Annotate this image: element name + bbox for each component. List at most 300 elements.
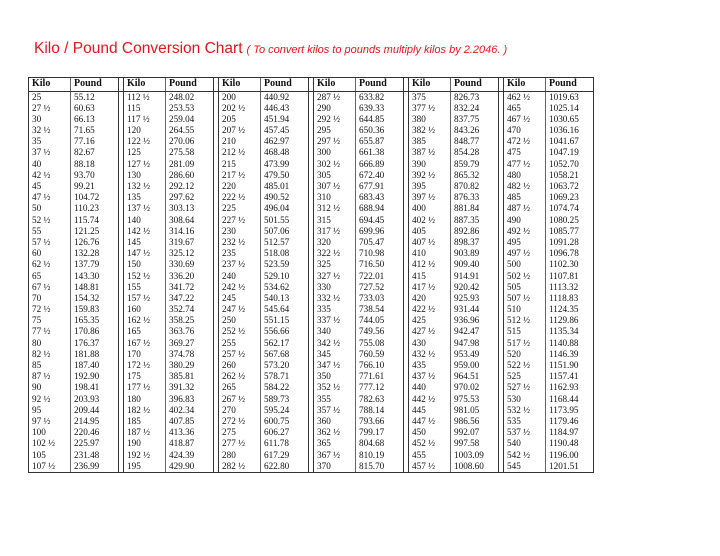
kilo-cell: 42 ½ xyxy=(29,170,71,181)
table-row xyxy=(29,203,594,214)
pound-cell: 66.13 xyxy=(71,114,119,125)
pound-cell: 518.08 xyxy=(261,248,309,259)
pound-cell: 1052.70 xyxy=(546,159,594,170)
pound-cell: 490.52 xyxy=(261,192,309,203)
kilo-cell: 272 ½ xyxy=(219,416,261,427)
kilo-cell: 255 xyxy=(219,338,261,349)
pound-cell: 699.96 xyxy=(356,226,404,237)
pound-cell: 259.04 xyxy=(166,114,214,125)
kilo-cell: 180 xyxy=(124,394,166,405)
kilo-cell: 210 xyxy=(219,136,261,147)
pound-cell: 1008.60 xyxy=(451,461,499,473)
kilo-cell: 217 ½ xyxy=(219,170,261,181)
pound-cell: 159.83 xyxy=(71,304,119,315)
kilo-cell: 425 xyxy=(409,315,451,326)
kilo-cell: 335 xyxy=(314,304,356,315)
pound-cell: 744.05 xyxy=(356,315,404,326)
pound-cell: 523.59 xyxy=(261,259,309,270)
pound-cell: 330.69 xyxy=(166,259,214,270)
pound-cell: 77.16 xyxy=(71,136,119,147)
kilo-cell: 405 xyxy=(409,226,451,237)
kilo-cell: 222 ½ xyxy=(219,192,261,203)
pound-cell: 462.97 xyxy=(261,136,309,147)
table-row xyxy=(29,304,594,315)
kilo-cell: 300 xyxy=(314,147,356,158)
kilo-cell: 225 xyxy=(219,203,261,214)
table-row xyxy=(29,360,594,371)
kilo-cell: 470 xyxy=(504,125,546,136)
kilo-cell: 165 xyxy=(124,326,166,337)
table-row xyxy=(29,103,594,114)
pound-cell: 1085.77 xyxy=(546,226,594,237)
kilo-cell: 540 xyxy=(504,438,546,449)
kilo-cell: 385 xyxy=(409,136,451,147)
pound-cell: 843.26 xyxy=(451,125,499,136)
pound-cell: 236.99 xyxy=(71,461,119,473)
header-kilo: Kilo xyxy=(29,78,71,92)
pound-cell: 710.98 xyxy=(356,248,404,259)
pound-cell: 82.67 xyxy=(71,147,119,158)
pound-cell: 468.48 xyxy=(261,147,309,158)
header-kilo: Kilo xyxy=(409,78,451,92)
kilo-cell: 435 xyxy=(409,360,451,371)
pound-cell: 446.43 xyxy=(261,103,309,114)
kilo-cell: 52 ½ xyxy=(29,215,71,226)
kilo-cell: 510 xyxy=(504,304,546,315)
pound-cell: 1184.97 xyxy=(546,427,594,438)
pound-cell: 380.29 xyxy=(166,360,214,371)
pound-cell: 964.51 xyxy=(451,371,499,382)
kilo-cell: 137 ½ xyxy=(124,203,166,214)
kilo-cell: 45 xyxy=(29,181,71,192)
pound-cell: 931.44 xyxy=(451,304,499,315)
pound-cell: 903.89 xyxy=(451,248,499,259)
pound-cell: 352.74 xyxy=(166,304,214,315)
kilo-cell: 355 xyxy=(314,394,356,405)
kilo-cell: 532 ½ xyxy=(504,405,546,416)
pound-cell: 1129.86 xyxy=(546,315,594,326)
pound-cell: 639.33 xyxy=(356,103,404,114)
kilo-cell: 250 xyxy=(219,315,261,326)
kilo-cell: 252 ½ xyxy=(219,326,261,337)
pound-cell: 429.90 xyxy=(166,461,214,473)
pound-cell: 633.82 xyxy=(356,91,404,103)
pound-cell: 672.40 xyxy=(356,170,404,181)
pound-cell: 176.37 xyxy=(71,338,119,349)
kilo-cell: 445 xyxy=(409,405,451,416)
kilo-cell: 517 ½ xyxy=(504,338,546,349)
pound-cell: 402.34 xyxy=(166,405,214,416)
table-row xyxy=(29,382,594,393)
kilo-cell: 487 ½ xyxy=(504,203,546,214)
pound-cell: 60.63 xyxy=(71,103,119,114)
pound-cell: 799.17 xyxy=(356,427,404,438)
kilo-cell: 207 ½ xyxy=(219,125,261,136)
kilo-cell: 122 ½ xyxy=(124,136,166,147)
pound-cell: 1179.46 xyxy=(546,416,594,427)
pound-cell: 959.00 xyxy=(451,360,499,371)
kilo-cell: 295 xyxy=(314,125,356,136)
kilo-cell: 232 ½ xyxy=(219,237,261,248)
pound-cell: 473.99 xyxy=(261,159,309,170)
pound-cell: 187.40 xyxy=(71,360,119,371)
conversion-table xyxy=(28,77,594,473)
table-row xyxy=(29,226,594,237)
pound-cell: 600.75 xyxy=(261,416,309,427)
pound-cell: 264.55 xyxy=(166,125,214,136)
pound-cell: 457.45 xyxy=(261,125,309,136)
kilo-cell: 212 ½ xyxy=(219,147,261,158)
table-row xyxy=(29,136,594,147)
kilo-cell: 127 ½ xyxy=(124,159,166,170)
pound-cell: 733.03 xyxy=(356,293,404,304)
table-row xyxy=(29,371,594,382)
kilo-cell: 40 xyxy=(29,159,71,170)
pound-cell: 578.71 xyxy=(261,371,309,382)
kilo-cell: 292 ½ xyxy=(314,114,356,125)
kilo-cell: 130 xyxy=(124,170,166,181)
kilo-cell: 30 xyxy=(29,114,71,125)
kilo-cell: 145 xyxy=(124,237,166,248)
chart-title-main: Kilo / Pound Conversion Chart xyxy=(34,40,243,57)
pound-cell: 55.12 xyxy=(71,91,119,103)
pound-cell: 209.44 xyxy=(71,405,119,416)
pound-cell: 815.70 xyxy=(356,461,404,473)
pound-cell: 1019.63 xyxy=(546,91,594,103)
kilo-cell: 462 ½ xyxy=(504,91,546,103)
kilo-cell: 75 xyxy=(29,315,71,326)
kilo-cell: 485 xyxy=(504,192,546,203)
kilo-cell: 490 xyxy=(504,215,546,226)
kilo-cell: 102 ½ xyxy=(29,438,71,449)
pound-cell: 694.45 xyxy=(356,215,404,226)
pound-cell: 760.59 xyxy=(356,349,404,360)
kilo-cell: 190 xyxy=(124,438,166,449)
pound-cell: 727.52 xyxy=(356,282,404,293)
pound-cell: 529.10 xyxy=(261,271,309,282)
pound-cell: 540.13 xyxy=(261,293,309,304)
kilo-cell: 437 ½ xyxy=(409,371,451,382)
pound-cell: 126.76 xyxy=(71,237,119,248)
table-row xyxy=(29,159,594,170)
kilo-cell: 402 ½ xyxy=(409,215,451,226)
pound-cell: 220.46 xyxy=(71,427,119,438)
pound-cell: 683.43 xyxy=(356,192,404,203)
kilo-cell: 162 ½ xyxy=(124,315,166,326)
kilo-cell: 185 xyxy=(124,416,166,427)
pound-cell: 181.88 xyxy=(71,349,119,360)
header-pound: Pound xyxy=(71,78,119,92)
pound-cell: 225.97 xyxy=(71,438,119,449)
kilo-cell: 512 ½ xyxy=(504,315,546,326)
pound-cell: 440.92 xyxy=(261,91,309,103)
kilo-cell: 530 xyxy=(504,394,546,405)
pound-cell: 512.57 xyxy=(261,237,309,248)
pound-cell: 1190.48 xyxy=(546,438,594,449)
pound-cell: 545.64 xyxy=(261,304,309,315)
kilo-cell: 312 ½ xyxy=(314,203,356,214)
table-row xyxy=(29,293,594,304)
pound-cell: 391.32 xyxy=(166,382,214,393)
kilo-cell: 182 ½ xyxy=(124,405,166,416)
kilo-cell: 60 xyxy=(29,248,71,259)
table-row xyxy=(29,147,594,158)
pound-cell: 1157.41 xyxy=(546,371,594,382)
pound-cell: 341.72 xyxy=(166,282,214,293)
table-row xyxy=(29,170,594,181)
kilo-cell: 125 xyxy=(124,147,166,158)
pound-cell: 992.07 xyxy=(451,427,499,438)
pound-cell: 1096.78 xyxy=(546,248,594,259)
kilo-cell: 382 ½ xyxy=(409,125,451,136)
kilo-cell: 447 ½ xyxy=(409,416,451,427)
kilo-cell: 392 ½ xyxy=(409,170,451,181)
pound-cell: 424.39 xyxy=(166,450,214,461)
chart-title xyxy=(34,40,507,58)
pound-cell: 661.38 xyxy=(356,147,404,158)
pound-cell: 854.28 xyxy=(451,147,499,158)
kilo-cell: 275 xyxy=(219,427,261,438)
kilo-cell: 240 xyxy=(219,271,261,282)
pound-cell: 385.81 xyxy=(166,371,214,382)
table-row xyxy=(29,349,594,360)
kilo-cell: 522 ½ xyxy=(504,360,546,371)
pound-cell: 297.62 xyxy=(166,192,214,203)
pound-cell: 347.22 xyxy=(166,293,214,304)
pound-cell: 947.98 xyxy=(451,338,499,349)
pound-cell: 722.01 xyxy=(356,271,404,282)
pound-cell: 881.84 xyxy=(451,203,499,214)
pound-cell: 655.87 xyxy=(356,136,404,147)
header-kilo: Kilo xyxy=(314,78,356,92)
header-pound: Pound xyxy=(546,78,594,92)
kilo-cell: 412 ½ xyxy=(409,259,451,270)
kilo-cell: 332 ½ xyxy=(314,293,356,304)
kilo-cell: 115 xyxy=(124,103,166,114)
pound-cell: 485.01 xyxy=(261,181,309,192)
kilo-cell: 430 xyxy=(409,338,451,349)
kilo-cell: 267 ½ xyxy=(219,394,261,405)
pound-cell: 749.56 xyxy=(356,326,404,337)
kilo-cell: 315 xyxy=(314,215,356,226)
kilo-cell: 520 xyxy=(504,349,546,360)
pound-cell: 1091.28 xyxy=(546,237,594,248)
kilo-cell: 422 ½ xyxy=(409,304,451,315)
kilo-cell: 25 xyxy=(29,91,71,103)
pound-cell: 104.72 xyxy=(71,192,119,203)
kilo-cell: 387 ½ xyxy=(409,147,451,158)
kilo-cell: 50 xyxy=(29,203,71,214)
pound-cell: 942.47 xyxy=(451,326,499,337)
pound-cell: 275.58 xyxy=(166,147,214,158)
pound-cell: 281.09 xyxy=(166,159,214,170)
table-row xyxy=(29,114,594,125)
pound-cell: 110.23 xyxy=(71,203,119,214)
kilo-cell: 325 xyxy=(314,259,356,270)
pound-cell: 143.30 xyxy=(71,271,119,282)
kilo-cell: 340 xyxy=(314,326,356,337)
pound-cell: 898.37 xyxy=(451,237,499,248)
table-row xyxy=(29,338,594,349)
kilo-cell: 452 ½ xyxy=(409,438,451,449)
kilo-cell: 495 xyxy=(504,237,546,248)
kilo-cell: 227 ½ xyxy=(219,215,261,226)
pound-cell: 1201.51 xyxy=(546,461,594,473)
kilo-cell: 465 xyxy=(504,103,546,114)
kilo-cell: 505 xyxy=(504,282,546,293)
kilo-cell: 535 xyxy=(504,416,546,427)
header-kilo: Kilo xyxy=(124,78,166,92)
kilo-cell: 370 xyxy=(314,461,356,473)
table-row xyxy=(29,237,594,248)
table-header xyxy=(29,78,594,92)
kilo-cell: 80 xyxy=(29,338,71,349)
pound-cell: 606.27 xyxy=(261,427,309,438)
table-row xyxy=(29,450,594,461)
pound-cell: 920.42 xyxy=(451,282,499,293)
kilo-cell: 172 ½ xyxy=(124,360,166,371)
kilo-cell: 380 xyxy=(409,114,451,125)
pound-cell: 782.63 xyxy=(356,394,404,405)
kilo-cell: 265 xyxy=(219,382,261,393)
table-row xyxy=(29,416,594,427)
pound-cell: 198.41 xyxy=(71,382,119,393)
pound-cell: 358.25 xyxy=(166,315,214,326)
pound-cell: 837.75 xyxy=(451,114,499,125)
kilo-cell: 397 ½ xyxy=(409,192,451,203)
kilo-cell: 537 ½ xyxy=(504,427,546,438)
pound-cell: 595.24 xyxy=(261,405,309,416)
kilo-cell: 360 xyxy=(314,416,356,427)
kilo-cell: 280 xyxy=(219,450,261,461)
pound-cell: 870.82 xyxy=(451,181,499,192)
pound-cell: 248.02 xyxy=(166,91,214,103)
kilo-cell: 515 xyxy=(504,326,546,337)
pound-cell: 584.22 xyxy=(261,382,309,393)
pound-cell: 99.21 xyxy=(71,181,119,192)
pound-cell: 325.12 xyxy=(166,248,214,259)
pound-cell: 970.02 xyxy=(451,382,499,393)
pound-cell: 418.87 xyxy=(166,438,214,449)
pound-cell: 132.28 xyxy=(71,248,119,259)
kilo-cell: 472 ½ xyxy=(504,136,546,147)
header-pound: Pound xyxy=(166,78,214,92)
kilo-cell: 322 ½ xyxy=(314,248,356,259)
table-body xyxy=(29,91,594,472)
pound-cell: 716.50 xyxy=(356,259,404,270)
pound-cell: 303.13 xyxy=(166,203,214,214)
kilo-cell: 290 xyxy=(314,103,356,114)
kilo-cell: 440 xyxy=(409,382,451,393)
kilo-cell: 27 ½ xyxy=(29,103,71,114)
pound-cell: 319.67 xyxy=(166,237,214,248)
kilo-cell: 192 ½ xyxy=(124,450,166,461)
pound-cell: 788.14 xyxy=(356,405,404,416)
pound-cell: 567.68 xyxy=(261,349,309,360)
pound-cell: 1135.34 xyxy=(546,326,594,337)
pound-cell: 914.91 xyxy=(451,271,499,282)
kilo-cell: 345 xyxy=(314,349,356,360)
kilo-cell: 95 xyxy=(29,405,71,416)
pound-cell: 1168.44 xyxy=(546,394,594,405)
kilo-cell: 317 ½ xyxy=(314,226,356,237)
pound-cell: 88.18 xyxy=(71,159,119,170)
pound-cell: 804.68 xyxy=(356,438,404,449)
table-row xyxy=(29,427,594,438)
kilo-cell: 62 ½ xyxy=(29,259,71,270)
pound-cell: 507.06 xyxy=(261,226,309,237)
kilo-cell: 475 xyxy=(504,147,546,158)
kilo-cell: 427 ½ xyxy=(409,326,451,337)
pound-cell: 556.66 xyxy=(261,326,309,337)
pound-cell: 286.60 xyxy=(166,170,214,181)
kilo-cell: 85 xyxy=(29,360,71,371)
kilo-cell: 32 ½ xyxy=(29,125,71,136)
kilo-cell: 202 ½ xyxy=(219,103,261,114)
kilo-cell: 155 xyxy=(124,282,166,293)
kilo-cell: 237 ½ xyxy=(219,259,261,270)
kilo-cell: 67 ½ xyxy=(29,282,71,293)
kilo-cell: 65 xyxy=(29,271,71,282)
kilo-cell: 477 ½ xyxy=(504,159,546,170)
kilo-cell: 362 ½ xyxy=(314,427,356,438)
kilo-cell: 432 ½ xyxy=(409,349,451,360)
pound-cell: 936.96 xyxy=(451,315,499,326)
kilo-cell: 257 ½ xyxy=(219,349,261,360)
kilo-cell: 297 ½ xyxy=(314,136,356,147)
pound-cell: 986.56 xyxy=(451,416,499,427)
pound-cell: 115.74 xyxy=(71,215,119,226)
pound-cell: 777.12 xyxy=(356,382,404,393)
pound-cell: 997.58 xyxy=(451,438,499,449)
kilo-cell: 247 ½ xyxy=(219,304,261,315)
pound-cell: 1107.81 xyxy=(546,271,594,282)
pound-cell: 192.90 xyxy=(71,371,119,382)
kilo-cell: 420 xyxy=(409,293,451,304)
kilo-cell: 117 ½ xyxy=(124,114,166,125)
pound-cell: 413.36 xyxy=(166,427,214,438)
header-kilo: Kilo xyxy=(219,78,261,92)
table-row xyxy=(29,315,594,326)
kilo-cell: 375 xyxy=(409,91,451,103)
kilo-cell: 467 ½ xyxy=(504,114,546,125)
kilo-cell: 367 ½ xyxy=(314,450,356,461)
pound-cell: 705.47 xyxy=(356,237,404,248)
pound-cell: 887.35 xyxy=(451,215,499,226)
pound-cell: 892.86 xyxy=(451,226,499,237)
pound-cell: 314.16 xyxy=(166,226,214,237)
kilo-cell: 120 xyxy=(124,125,166,136)
kilo-cell: 235 xyxy=(219,248,261,259)
pound-cell: 688.94 xyxy=(356,203,404,214)
pound-cell: 859.79 xyxy=(451,159,499,170)
pound-cell: 562.17 xyxy=(261,338,309,349)
table-row xyxy=(29,192,594,203)
pound-cell: 1003.09 xyxy=(451,450,499,461)
header-pound: Pound xyxy=(451,78,499,92)
pound-cell: 1124.35 xyxy=(546,304,594,315)
chart-title-subtitle: ( To convert kilos to pounds multiply kilos by 2.2046. ) xyxy=(246,44,508,56)
kilo-cell: 480 xyxy=(504,170,546,181)
kilo-cell: 457 ½ xyxy=(409,461,451,473)
pound-cell: 1041.67 xyxy=(546,136,594,147)
kilo-cell: 195 xyxy=(124,461,166,473)
kilo-cell: 92 ½ xyxy=(29,394,71,405)
kilo-cell: 97 ½ xyxy=(29,416,71,427)
table-row xyxy=(29,181,594,192)
pound-cell: 644.85 xyxy=(356,114,404,125)
pound-cell: 71.65 xyxy=(71,125,119,136)
